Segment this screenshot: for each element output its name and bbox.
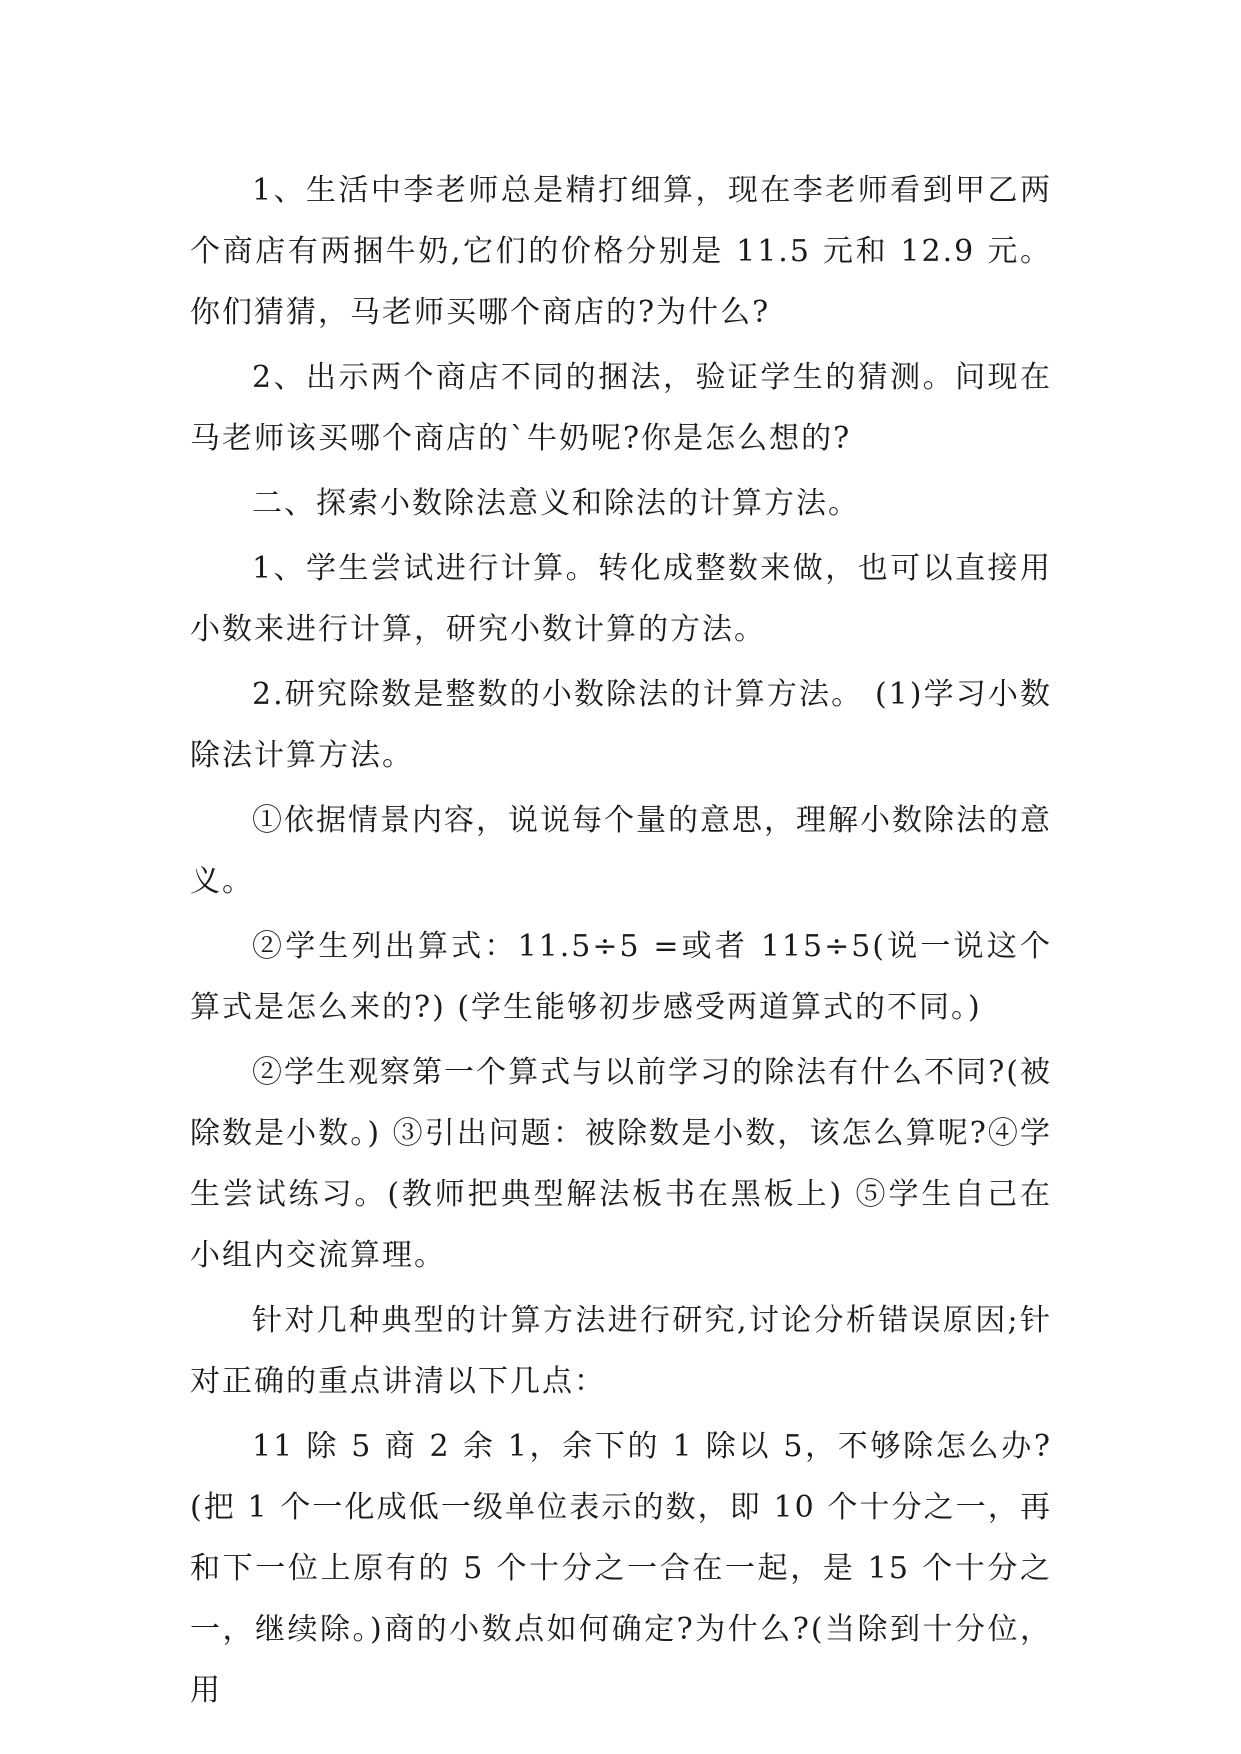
paragraph-9: 11 除 5 商 2 余 1，余下的 1 除以 5，不够除怎么办?(把 1 个一化成低一级单位表示的数，即 10 个十分之一，再和下一位上原有的 5 个十分之一合在一起，是 15 个十分之一，继续除。)商的小数点如何确定?为什么?(当除到十分位，用 <box>190 1429 1052 1708</box>
paragraph-5: ①依据情景内容，说说每个量的意思，理解小数除法的意义。 <box>190 803 1052 899</box>
section-heading: 二、探索小数除法意义和除法的计算方法。 <box>252 486 860 521</box>
paragraph-8: 针对几种典型的计算方法进行研究,讨论分析错误原因;针对正确的重点讲清以下几点： <box>190 1303 1052 1399</box>
paragraph-7: ②学生观察第一个算式与以前学习的除法有什么不同?(被除数是小数。) ③引出问题：被除数是小数，该怎么算呢?④学生尝试练习。(教师把典型解法板书在黑板上) ⑤学生自己在小组内交流算理。 <box>190 1055 1052 1273</box>
paragraph-1: 1、生活中李老师总是精打细算，现在李老师看到甲乙两个商店有两捆牛奶,它们的价格分别是 11.5 元和 12.9 元。你们猜猜，马老师买哪个商店的?为什么? <box>190 173 1052 330</box>
document-body <box>190 160 1052 1725</box>
paragraph-6: ②学生列出算式：11.5÷5 =或者 115÷5(说一说这个算式是怎么来的?) (学生能够初步感受两道算式的不同。) <box>190 929 1052 1025</box>
paragraph-3: 1、学生尝试进行计算。转化成整数来做，也可以直接用小数来进行计算，研究小数计算的方法。 <box>190 551 1052 647</box>
paragraph-2: 2、出示两个商店不同的捆法，验证学生的猜测。问现在马老师该买哪个商店的`牛奶呢?你是怎么想的? <box>190 360 1052 456</box>
paragraph-4: 2.研究除数是整数的小数除法的计算方法。 (1)学习小数除法计算方法。 <box>190 677 1052 773</box>
